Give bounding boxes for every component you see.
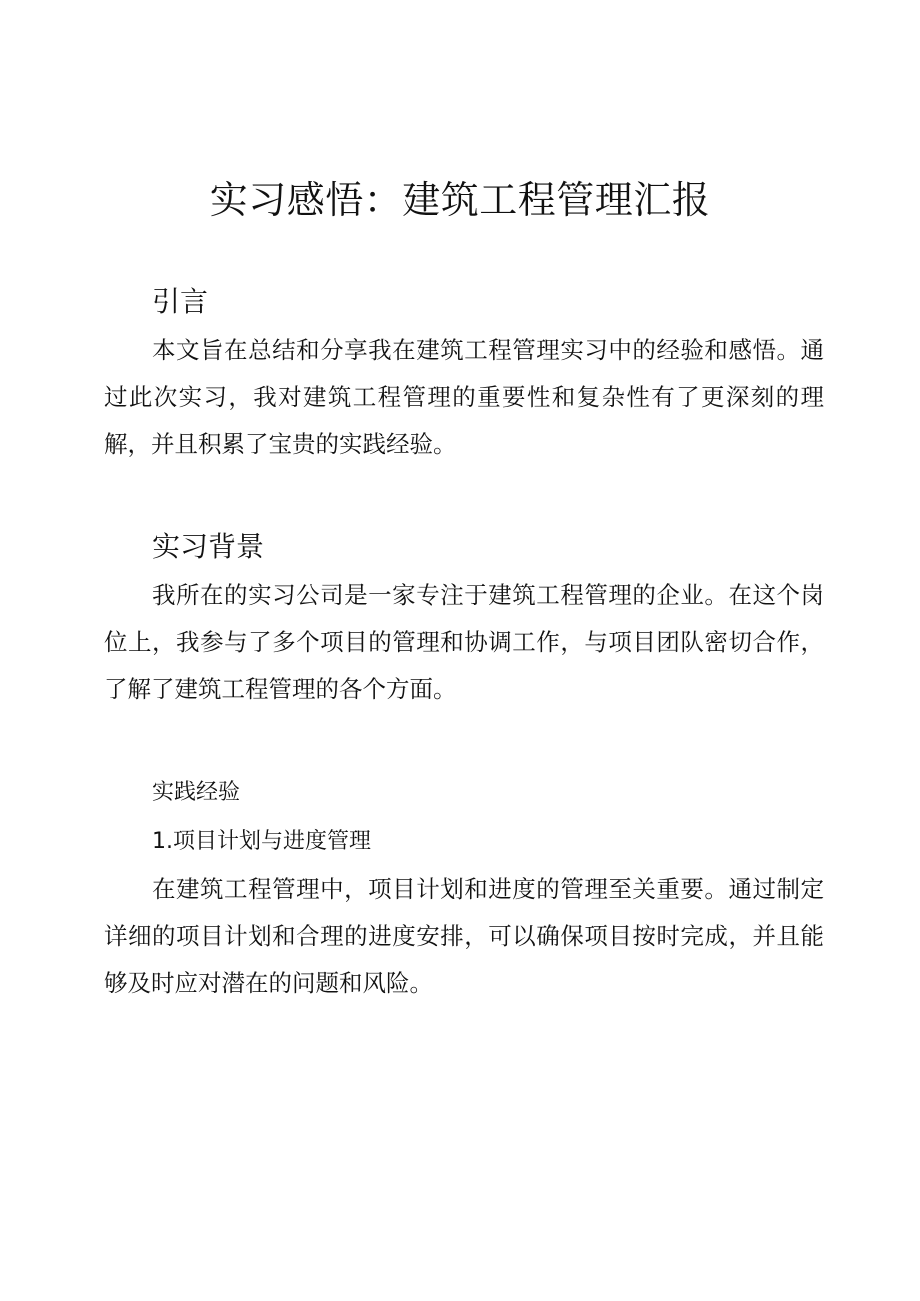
- section-heading-practice: 实践经验: [152, 780, 241, 805]
- section-paragraph-introduction: 本文旨在总结和分享我在建筑工程管理实习中的经验和感悟。通过此次实习，我对建筑工程管理的重要性和复杂性有了更深刻的理解，并且积累了宝贵的实践经验。: [104, 336, 824, 458]
- section-paragraph-planning: 在建筑工程管理中，项目计划和进度的管理至关重要。通过制定详细的项目计划和合理的进度安排，可以确保项目按时完成，并且能够及时应对潜在的问题和风险。: [104, 875, 824, 997]
- subsection-heading-planning: 1.项目计划与进度管理: [152, 829, 371, 854]
- section-paragraph-background: 我所在的实习公司是一家专注于建筑工程管理的企业。在这个岗位上，我参与了多个项目的管理和协调工作，与项目团队密切合作，了解了建筑工程管理的各个方面。: [104, 581, 824, 703]
- section-heading-introduction: 引言: [152, 285, 209, 318]
- section-heading-background: 实习背景: [152, 530, 265, 563]
- document-title: 实习感悟：建筑工程管理汇报: [209, 178, 711, 222]
